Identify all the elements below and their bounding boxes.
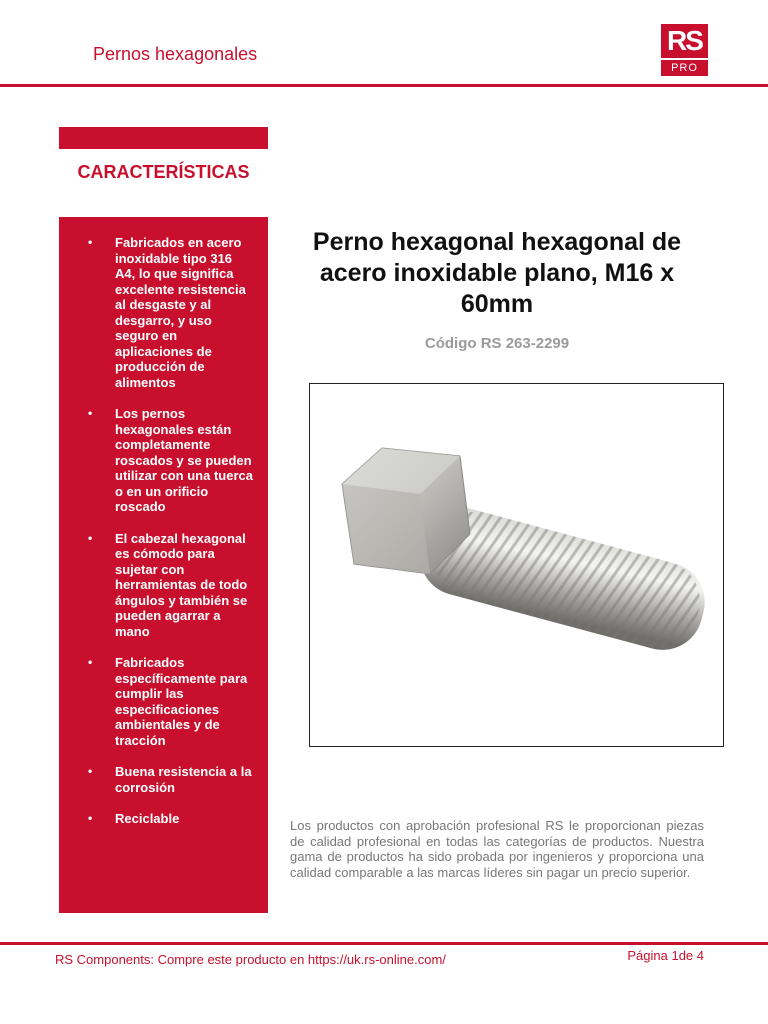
sidebar-top-strip bbox=[59, 127, 268, 149]
logo-rs-text: RS bbox=[661, 24, 708, 58]
bullet-icon: • bbox=[88, 235, 93, 249]
header-divider bbox=[0, 84, 768, 87]
bullet-icon: • bbox=[88, 406, 93, 420]
feature-item bbox=[88, 235, 254, 390]
bullet-icon: • bbox=[88, 530, 93, 545]
feature-text: Fabricados específicamente para cumplir las especificaciones ambientales y de tracción bbox=[115, 655, 248, 748]
page-number: Página 1de 4 bbox=[627, 948, 704, 963]
features-heading: CARACTERÍSTICAS bbox=[77, 162, 250, 182]
feature-item bbox=[88, 811, 254, 827]
feature-text: Buena resistencia a la corrosión bbox=[115, 764, 252, 795]
features-list bbox=[87, 235, 254, 827]
product-image-frame bbox=[309, 383, 724, 747]
bullet-icon: • bbox=[88, 811, 93, 825]
bullet-icon: • bbox=[88, 655, 93, 669]
rs-pro-logo bbox=[661, 24, 708, 76]
page-header-title: Pernos hexagonales bbox=[93, 44, 258, 64]
footer-divider bbox=[0, 942, 768, 945]
logo-pro-text: PRO bbox=[661, 60, 708, 76]
feature-text: Los pernos hexagonales están completamente roscados y se pueden utilizar con una tuerca o en un orificio roscado bbox=[115, 406, 253, 514]
bullet-icon: • bbox=[88, 764, 93, 778]
hex-bolt-photo-icon bbox=[310, 384, 723, 746]
feature-item bbox=[88, 530, 254, 640]
feature-item bbox=[88, 406, 254, 515]
product-code: Código RS 263-2299 bbox=[424, 335, 570, 352]
product-title: Perno hexagonal hexagonal de acero inoxidable plano, M16 x 60mm bbox=[312, 228, 682, 318]
feature-item bbox=[88, 764, 254, 795]
footer-store-link[interactable]: RS Components: Compre este producto en https://uk.rs-online.com/ bbox=[55, 952, 446, 967]
product-description: Los productos con aprobación profesional RS le proporcionan piezas de calidad profesional en todas las categorías de productos. Nuestra gama de productos ha sido probada por ingenieros y proporciona una calidad comparable a las marcas líderes sin pagar un precio superior. bbox=[290, 818, 704, 880]
feature-text: Reciclable bbox=[115, 811, 180, 826]
feature-item bbox=[88, 655, 254, 748]
features-panel bbox=[59, 217, 268, 913]
feature-text: Fabricados en acero inoxidable tipo 316 A4, lo que significa excelente resistencia al desgaste y al desgarro, y uso seguro en aplicaciones de producción de alimentos bbox=[115, 235, 246, 390]
feature-text: El cabezal hexagonal es cómodo para sujetar con herramientas de todo ángulos y también se pueden agarrar a mano bbox=[115, 530, 248, 639]
